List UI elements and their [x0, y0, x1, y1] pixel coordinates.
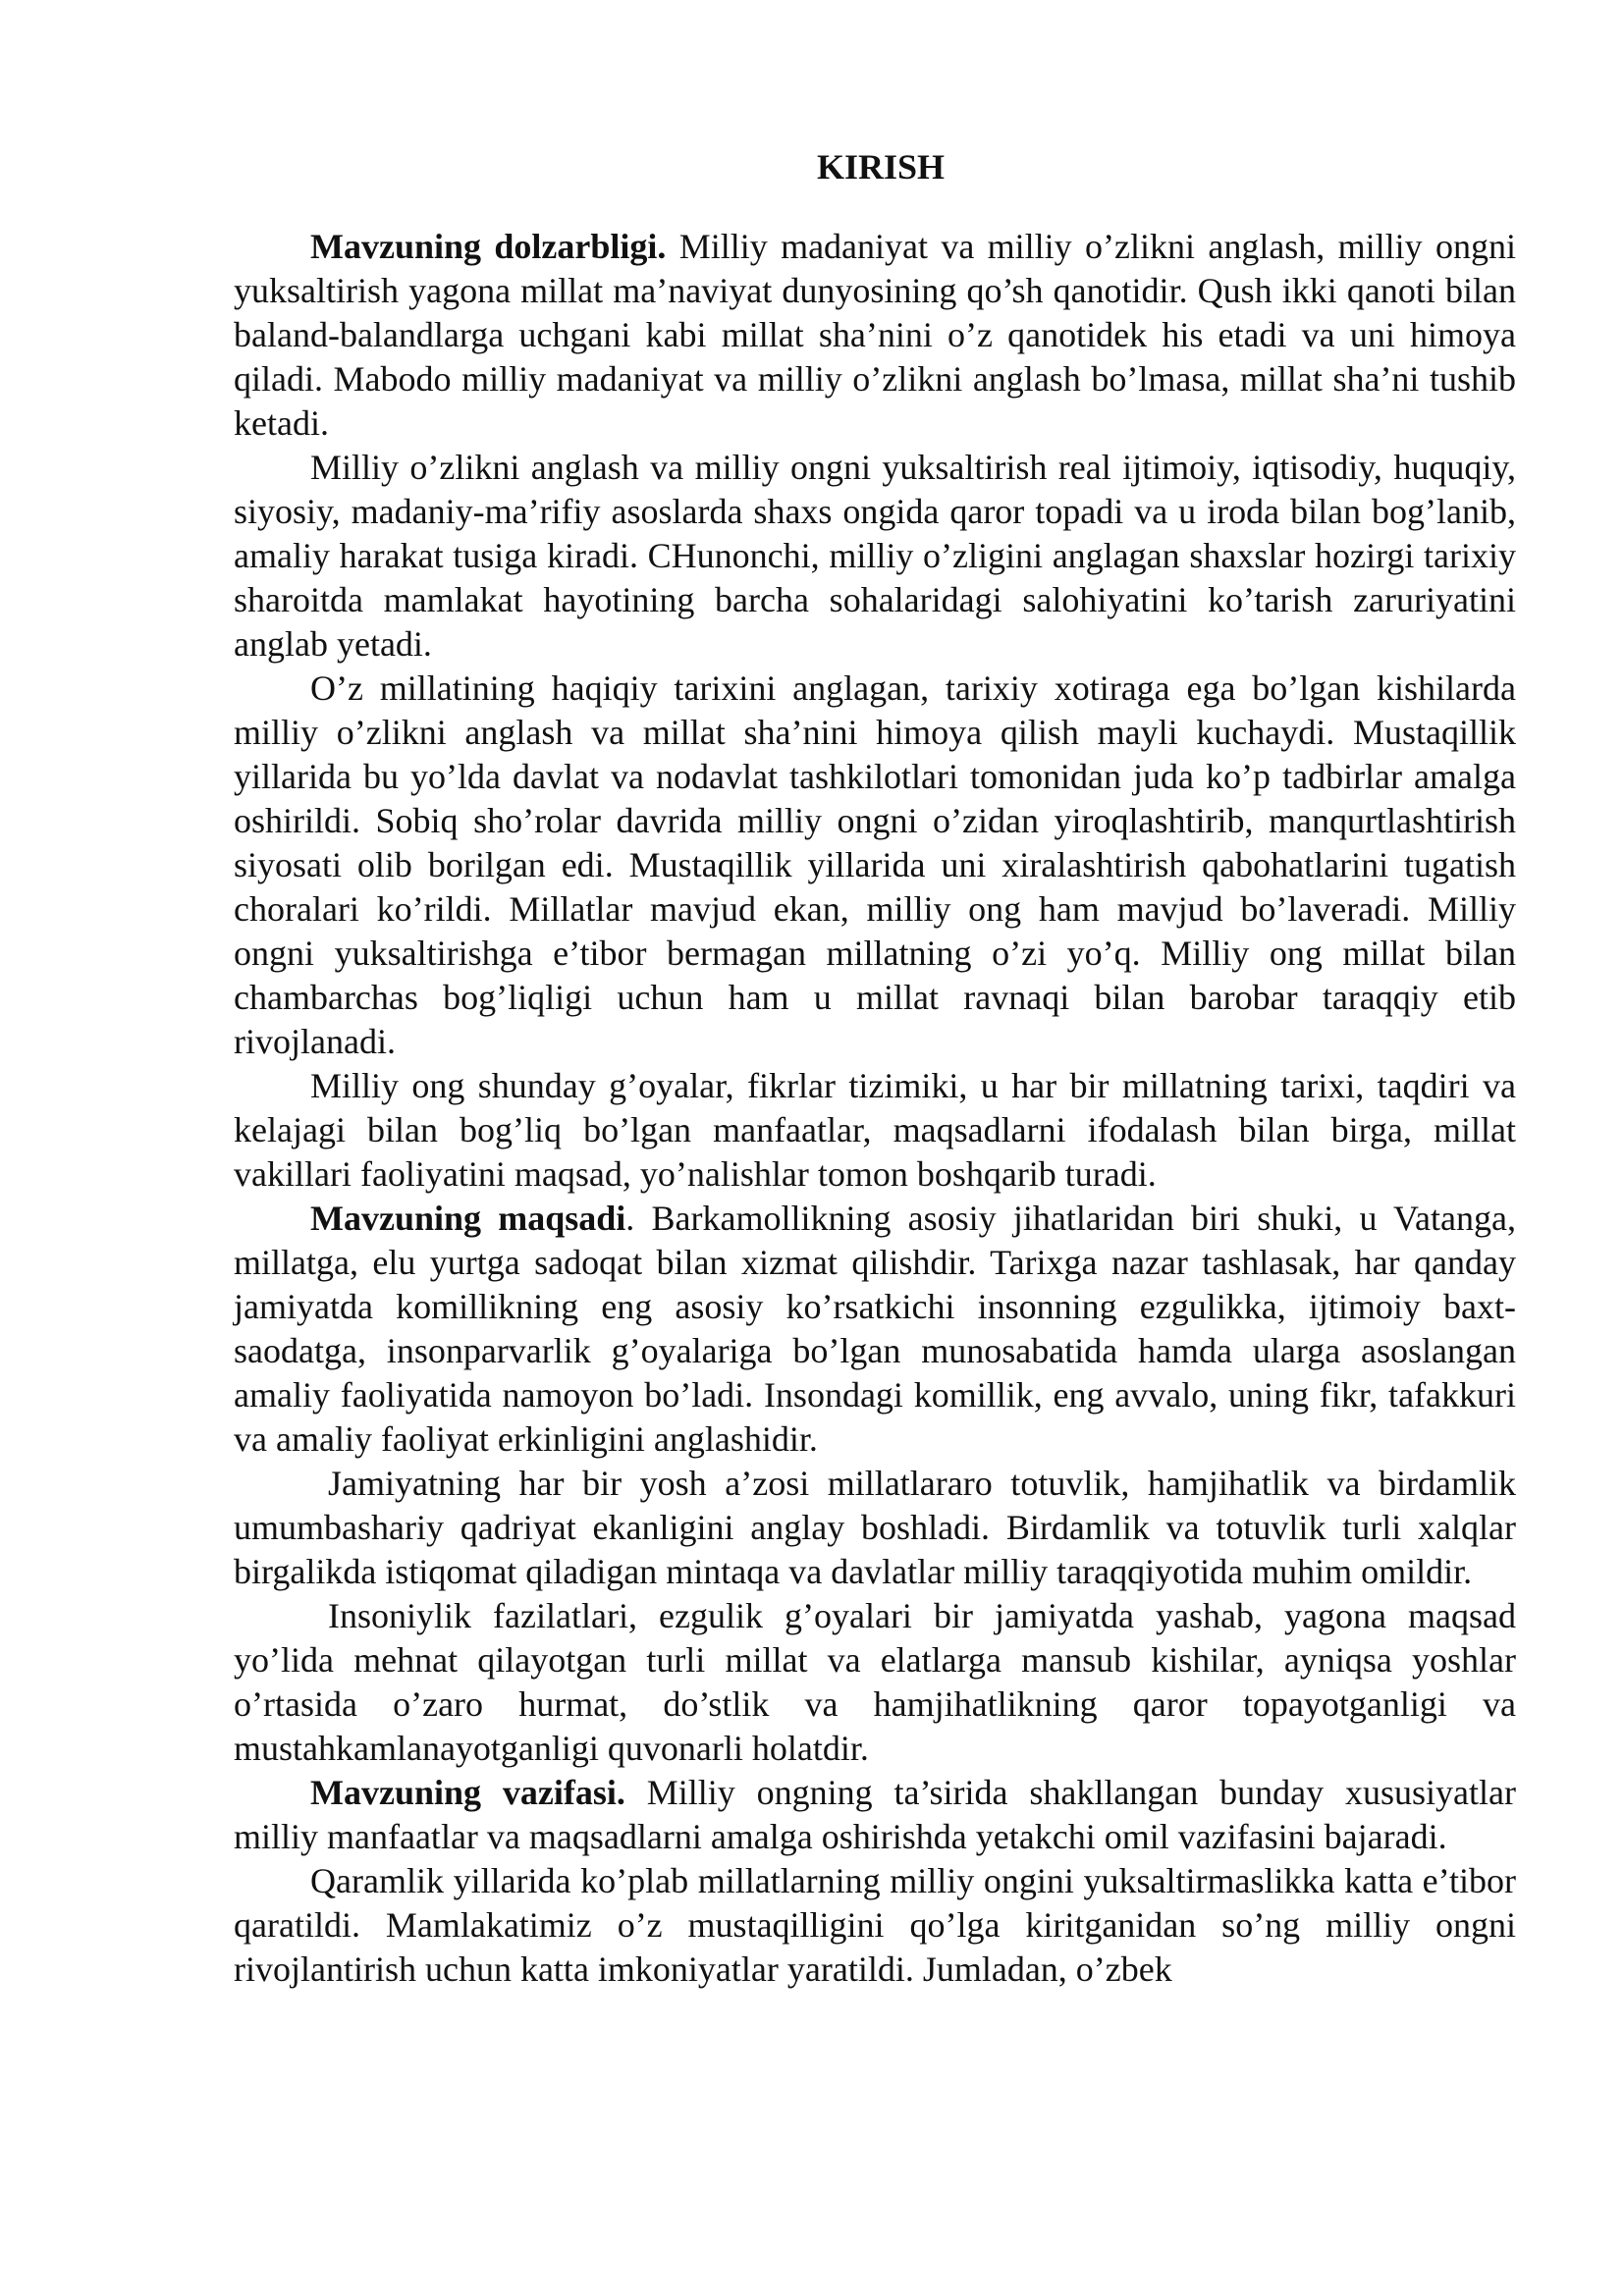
- section-heading-dolzarbligi: Mavzuning dolzarbligi.: [310, 227, 667, 266]
- paragraph-text: Milliy ong shunday g’oyalar, fikrlar tizimiki, u har bir millatning tarixi, taqdiri va kelajagi bilan bog’liq bo’lgan manfaatlar, maqsadlarni ifodalash bilan birga, millat vakillari faoliyatini maqsad, yo’nalishlar tomon boshqarib turadi.: [234, 1066, 1516, 1194]
- page-title: KIRISH: [816, 147, 946, 187]
- paragraph-text: Milliy madaniyat va milliy o’zlikni anglash, milliy ongni yuksaltirish yagona millat ma’naviyat dunyosining qo’sh qanotidir. Qush ikki qanoti bilan baland-balandlarga uchgani kabi millat sha’nini o’z qanotidek his etadi va uni himoya qiladi. Mabodo milliy madaniyat va milliy o’zlikni anglash bo’lmasa, millat sha’ni tushib ketadi.: [234, 227, 1516, 443]
- paragraph: [234, 446, 1516, 667]
- paragraph-text: Milliy ongning ta’sirida shakllangan bunday xususiyatlar milliy manfaatlar va maqsadlarni amalga oshirishda yetakchi omil vazifasini bajaradi.: [234, 1773, 1516, 1856]
- document-page: [234, 145, 1516, 1992]
- section-heading-maqsadi: Mavzuning maqsadi: [310, 1199, 626, 1238]
- paragraph: [234, 1064, 1516, 1197]
- paragraph: [234, 667, 1516, 1064]
- paragraph-text: O’z millatining haqiqiy tarixini anglagan, tarixiy xotiraga ega bo’lgan kishilarda milliy o’zlikni anglash va millat sha’nini himoya qilish mayli kuchaydi. Mustaqillik yillarida bu yo’lda davlat va nodavlat tashkilotlari tomonidan juda ko’p tadbirlar amalga oshirildi. Sobiq sho’rolar davrida milliy ongni o’zidan yiroqlashtirib, manqurtlashtirish siyosati olib borilgan edi. Mustaqillik yillarida uni xiralashtirish qabohatlarini tugatish choralari ko’rildi. Millatlar mavjud ekan, milliy ong ham mavjud bo’laveradi. Milliy ongni yuksaltirishga e’tibor bermagan millatning o’zi yo’q. Milliy ong millat bilan chambarchas bog’liqligi uchun ham u millat ravnaqi bilan barobar taraqqiy etib rivojlanadi.: [234, 668, 1516, 1061]
- paragraph-text: Milliy o’zlikni anglash va milliy ongni yuksaltirish real ijtimoiy, iqtisodiy, huquqiy, siyosiy, madaniy-ma’rifiy asoslarda shaxs ongida qaror topadi va u iroda bilan bog’lanib, amaliy harakat tusiga kiradi. CHunonchi, milliy o’zligini anglagan shaxslar hozirgi tarixiy sharoitda mamlakat hayotining barcha sohalaridagi salohiyatini ko’tarish zaruriyatini anglab yetadi.: [234, 448, 1516, 664]
- paragraph-text: Qaramlik yillarida ko’plab millatlarning milliy ongini yuksaltirmaslikka katta e’tibor qaratildi. Mamlakatimiz o’z mustaqilligini qo’lga kiritganidan so’ng milliy ongni rivojlantirish uchun katta imkoniyatlar yaratildi. Jumladan, o’zbek: [234, 1861, 1516, 1989]
- paragraph-text: Insoniylik fazilatlari, ezgulik g’oyalari bir jamiyatda yashab, yagona maqsad yo’lida mehnat qilayotgan turli millat va elatlarga mansub kishilar, ayniqsa yoshlar o’rtasida o’zaro hurmat, do’stlik va hamjihatlikning qaror topayotganligi va mustahkamlanayotganligi quvonarli holatdir.: [234, 1596, 1516, 1768]
- paragraph: [234, 1594, 1516, 1771]
- paragraph-text: Jamiyatning har bir yosh a’zosi millatlararo totuvlik, hamjihatlik va birdamlik umumbashariy qadriyat ekanligini anglay boshladi. Birdamlik va totuvlik turli xalqlar birgalikda istiqomat qiladigan mintaqa va davlatlar milliy taraqqiyotida muhim omildir.: [234, 1464, 1516, 1591]
- section-heading-vazifasi: Mavzuning vazifasi.: [310, 1773, 625, 1812]
- paragraph-maqsadi: [234, 1197, 1516, 1462]
- paragraph-vazifasi: [234, 1771, 1516, 1859]
- paragraph: [234, 1859, 1516, 1992]
- paragraph-dolzarbligi: [234, 225, 1516, 446]
- paragraph: [234, 1462, 1516, 1594]
- paragraph-text: . Barkamollikning asosiy jihatlaridan biri shuki, u Vatanga, millatga, elu yurtga sadoqat bilan xizmat qilishdir. Tarixga nazar tashlasak, har qanday jamiyatda komillikning eng asosiy ko’rsatkichi insonning ezgulikka, ijtimoiy baxt-saodatga, insonparvarlik g’oyalariga bo’lgan munosabatida hamda ularga asoslangan amaliy faoliyatida namoyon bo’ladi. Insondagi komillik, eng avvalo, uning fikr, tafakkuri va amaliy faoliyat erkinligini anglashidir.: [234, 1199, 1516, 1459]
